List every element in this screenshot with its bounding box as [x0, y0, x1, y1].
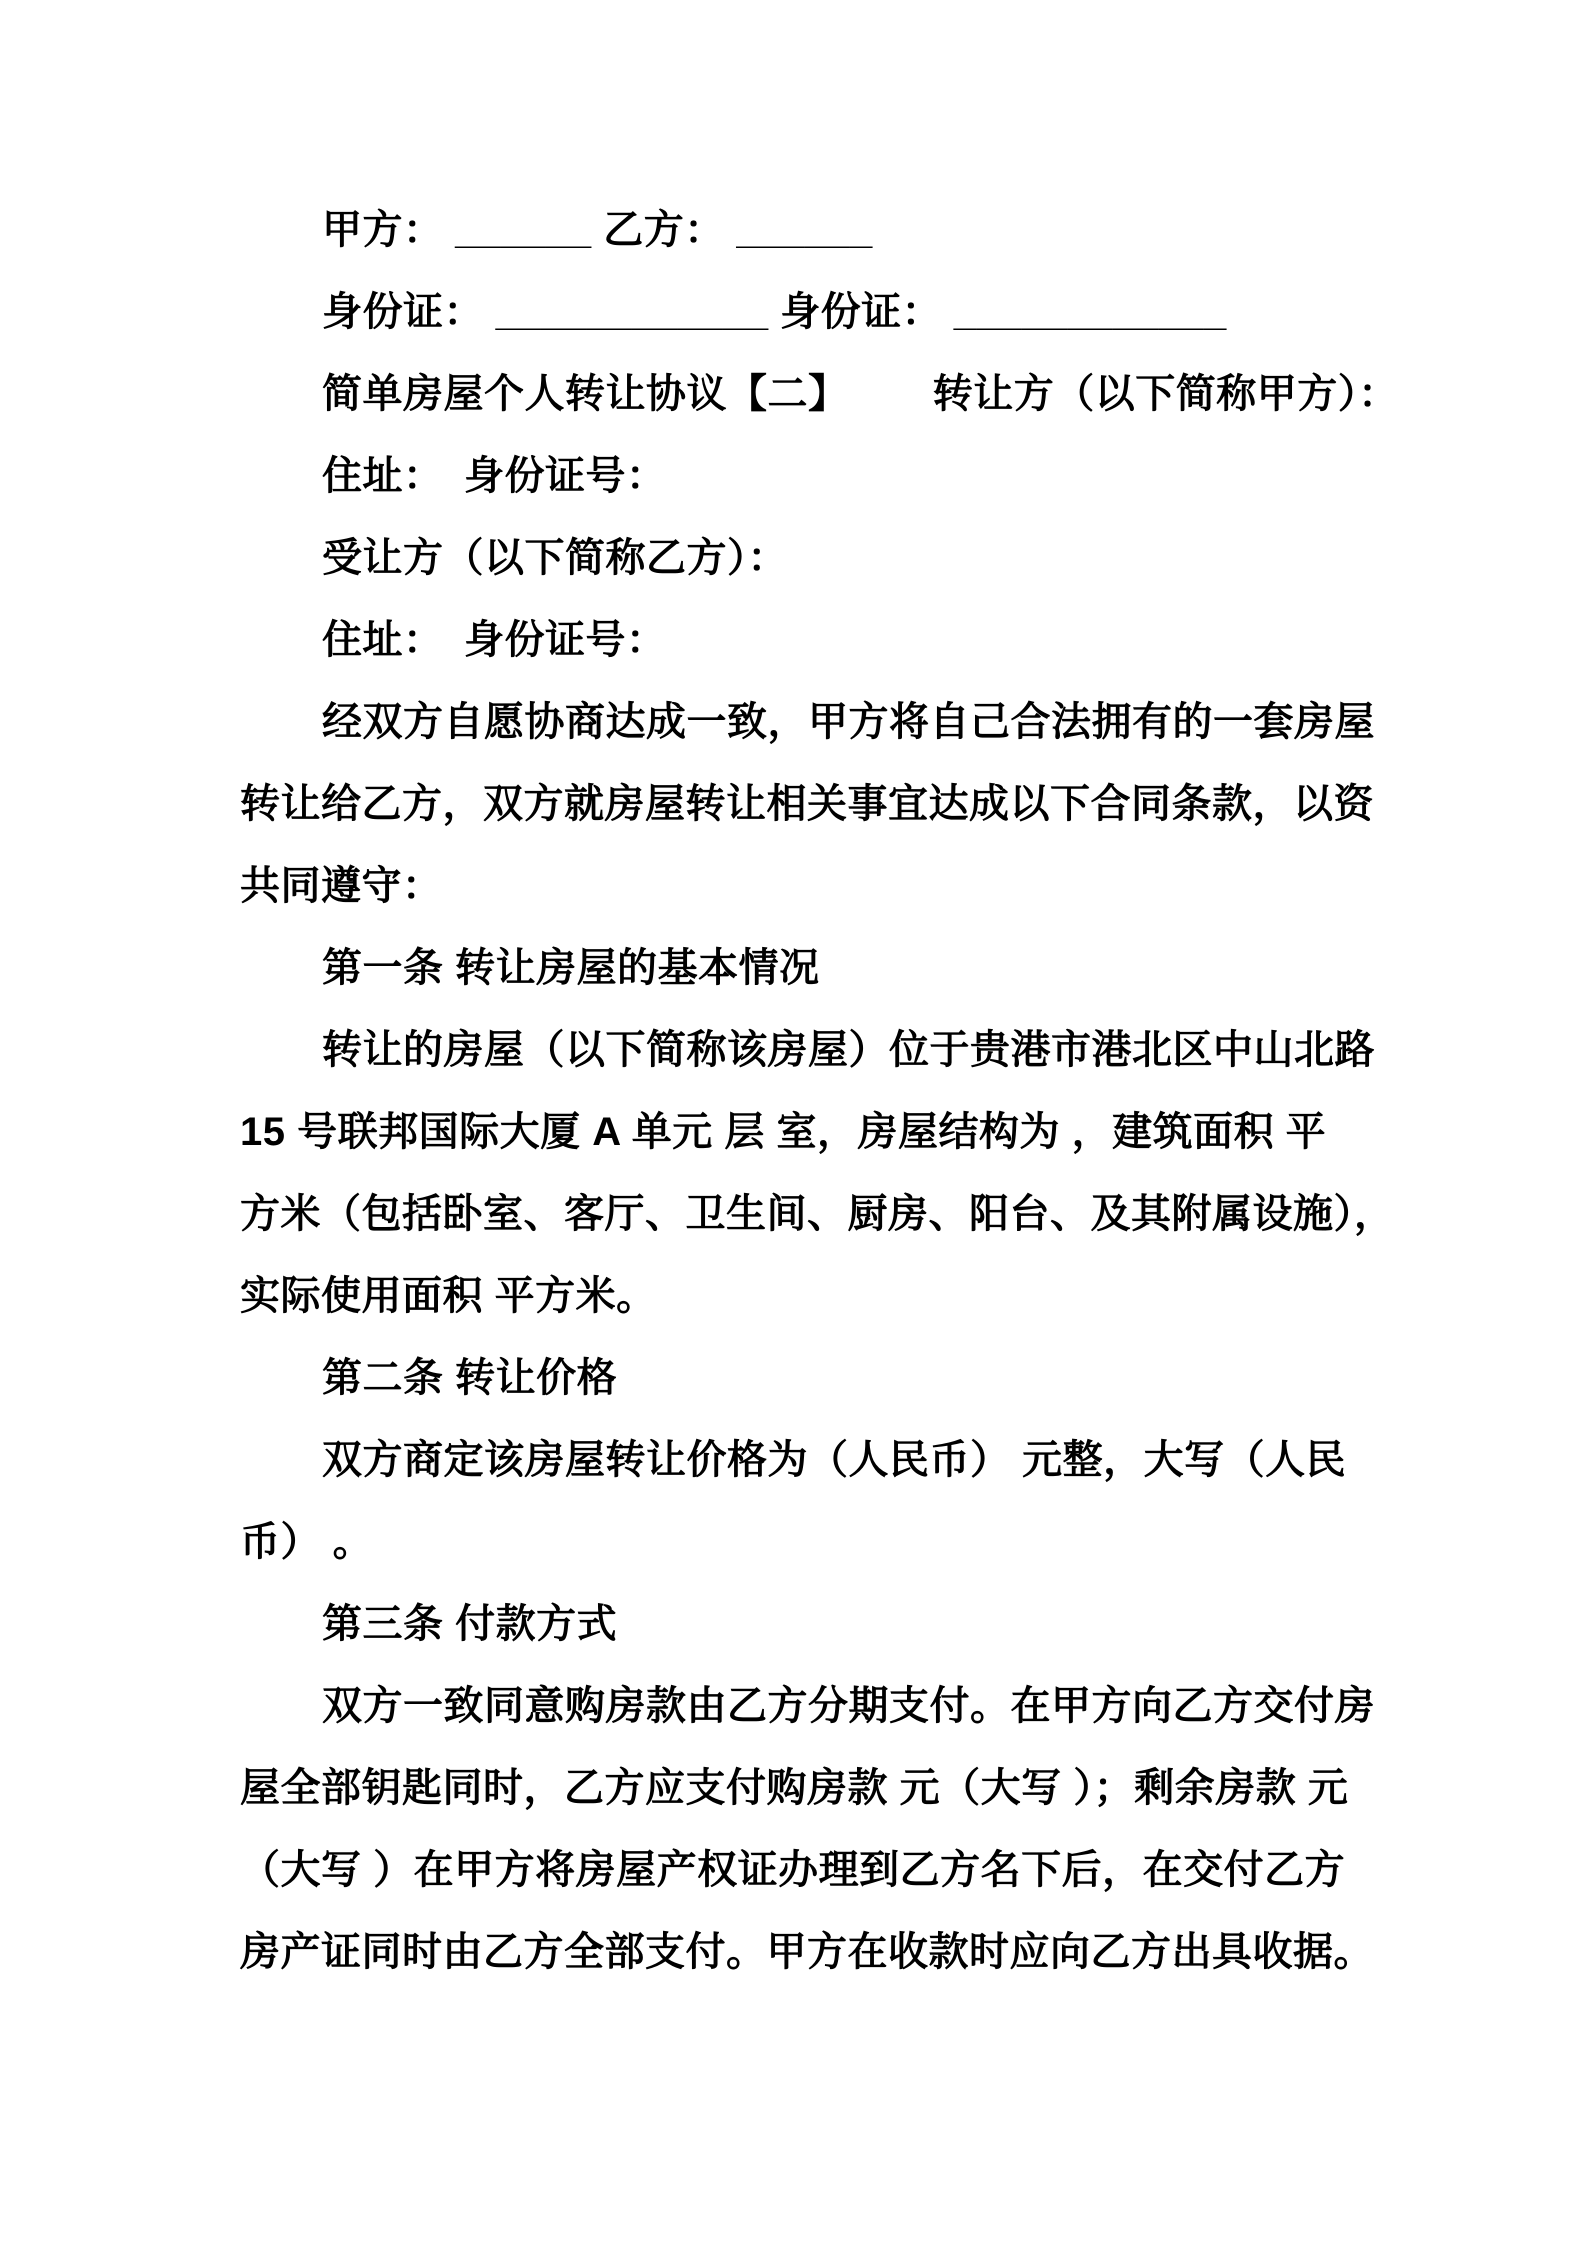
document-line: 住址： 身份证号：	[322, 618, 667, 662]
document-line: 简单房屋个人转让协议【二】 转让方（以下简称甲方）：	[322, 372, 1399, 416]
document-line: 15 号联邦国际大厦 A 单元 层 室，房屋结构为 ，建筑面积 平	[240, 1110, 1327, 1154]
document-line: 甲方： ______ 乙方： ______	[322, 208, 873, 252]
document-line: 身份证： ____________ 身份证： ____________	[322, 290, 1227, 334]
document-body	[240, 189, 1399, 1993]
document-line: 受让方（以下简称乙方）：	[322, 536, 788, 580]
document-line: （大写 ）在甲方将房屋产权证办理到乙方名下后，在交付乙方	[240, 1848, 1346, 1892]
document-line: 屋全部钥匙同时，乙方应支付购房款 元（大写 ）；剩余房款 元	[240, 1766, 1349, 1810]
document-line: 住址： 身份证号：	[322, 454, 667, 498]
document-line: 共同遵守：	[240, 864, 443, 908]
document-line: 双方一致同意购房款由乙方分期支付。在甲方向乙方交付房	[322, 1684, 1375, 1728]
document-line: 第三条 付款方式	[322, 1602, 618, 1646]
document-line: 双方商定该房屋转让价格为（人民币） 元整，大写（人民	[322, 1438, 1347, 1482]
document-line: 转让的房屋（以下简称该房屋）位于贵港市港北区中山北路	[322, 1028, 1375, 1072]
document-line: 第一条 转让房屋的基本情况	[322, 946, 820, 990]
document-line: 方米（包括卧室、客厅、卫生间、厨房、阳台、及其附属设施），	[240, 1192, 1395, 1236]
document-line: 经双方自愿协商达成一致，甲方将自己合法拥有的一套房屋	[322, 700, 1375, 744]
document-line: 第二条 转让价格	[322, 1356, 618, 1400]
document-line: 转让给乙方，双方就房屋转让相关事宜达成以下合同条款，以资	[240, 782, 1374, 826]
document-line: 币） 。	[240, 1520, 374, 1564]
document-line: 房产证同时由乙方全部支付。甲方在收款时应向乙方出具收据。	[240, 1930, 1374, 1974]
document-line: 实际使用面积 平方米。	[240, 1274, 657, 1318]
